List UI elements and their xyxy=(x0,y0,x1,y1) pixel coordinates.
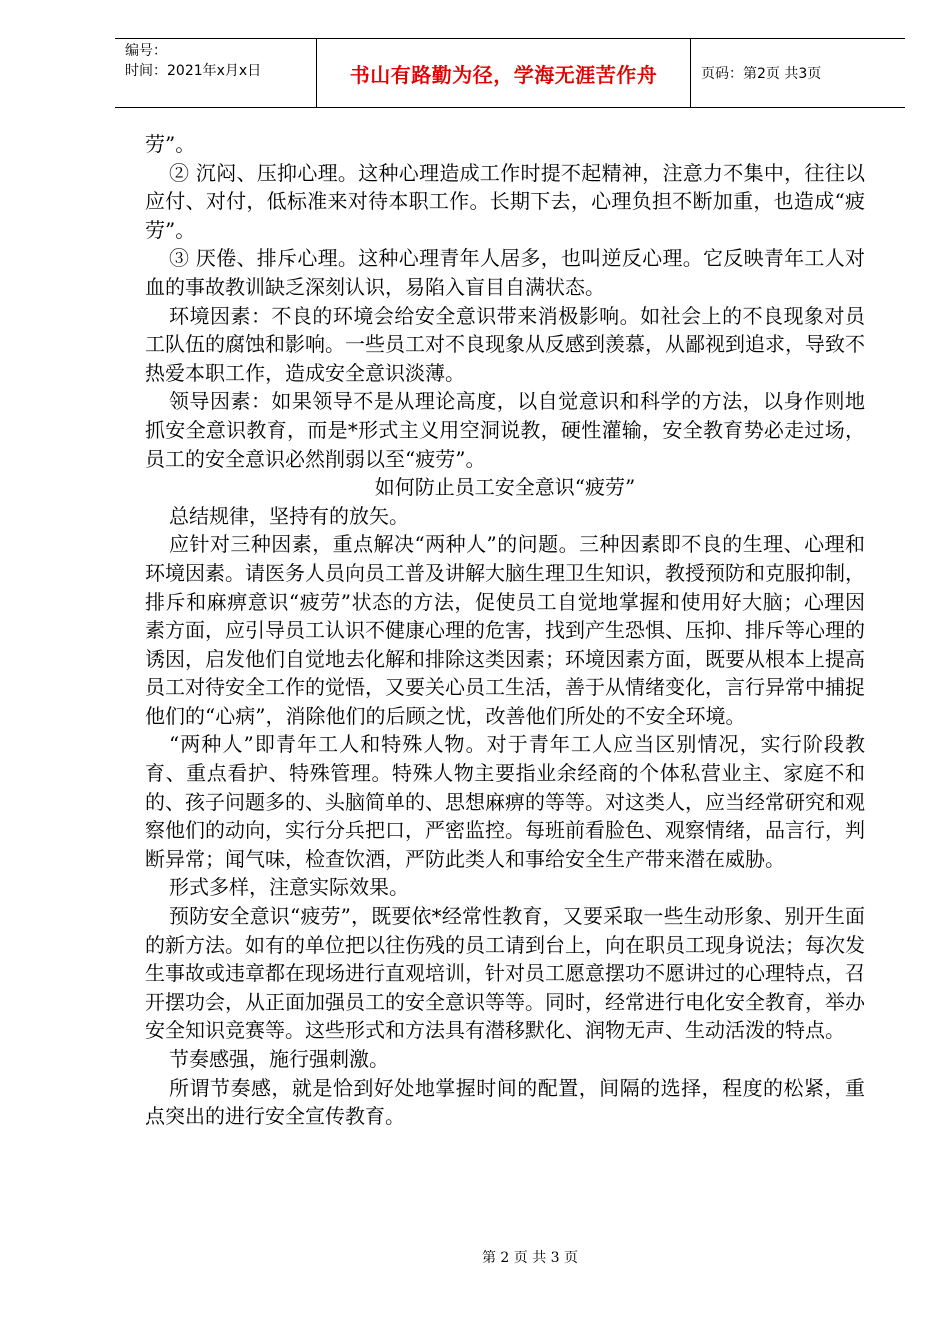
document-number-label: 编号： xyxy=(125,43,167,59)
paragraph: ② 沉闷、压抑心理。这种心理造成工作时提不起精神，注意力不集中，往往以应付、对付，低标准来对待本职工作。长期下去，心理负担不断加重，也造成“疲劳”。 xyxy=(145,160,865,242)
page-footer: 第 2 页 共 3 页 xyxy=(481,1250,579,1266)
paragraph: 领导因素：如果领导不是从理论高度，以自觉意识和科学的方法，以身作则地抓安全意识教育，而是*形式主义用空洞说教，硬性灌输，安全教育势必走过场，员工的安全意识必然削弱以至“疲劳”。 xyxy=(145,389,865,471)
header-motto: 书山有路勤为径，学海无涯苦作舟 xyxy=(317,39,691,107)
document-time-label: 时间：2021年x月x日 xyxy=(125,63,262,79)
paragraph: 所谓节奏感，就是恰到好处地掌握时间的配置，间隔的选择，程度的松紧，重点突出的进行安全宣传教育。 xyxy=(145,1075,865,1129)
paragraph: “两种人”即青年工人和特殊人物。对于青年工人应当区别情况，实行阶段教育、重点看护、特殊管理。特殊人物主要指业余经商的个体私营业主、家庭不和的、孩子问题多的、头脑简单的、思想麻痹的等等。对这类人，应当经常研究和观察他们的动向，实行分兵把口，严密监控。每班前看脸色、观察情绪，品言行，判断异常；闻气味，检查饮酒，严防此类人和事给安全生产带来潜在威胁。 xyxy=(145,732,865,871)
subheading: 节奏感强，施行强刺激。 xyxy=(169,1047,389,1071)
document-body xyxy=(145,130,865,1131)
section-heading: 如何防止员工安全意识“疲劳” xyxy=(374,475,636,500)
subheading: 形式多样，注意实际效果。 xyxy=(169,875,409,900)
paragraph: ③ 厌倦、排斥心理。这种心理青年人居多，也叫逆反心理。它反映青年工人对血的事故教训缺乏深刻认识，易陷入盲目自满状态。 xyxy=(145,246,865,299)
header-meta xyxy=(115,39,317,107)
paragraph: 应针对三种因素，重点解决“两种人”的问题。三种因素即不良的生理、心理和环境因素。请医务人员向员工普及讲解大脑生理卫生知识，教授预防和克服抑制，排斥和麻痹意识“疲劳”状态的方法，促使员工自觉地掌握和使用好大脑；心理因素方面，应引导员工认识不健康心理的危害，找到产生恐惧、压抑、排斥等心理的诱因，启发他们自觉地去化解和排除这类因素；环境因素方面，既要从根本上提高员工对待安全工作的觉悟，又要关心员工生活，善于从情绪变化，言行异常中捕捉他们的“心病”，消除他们的后顾之忧，改善他们所处的不安全环境。 xyxy=(145,532,865,728)
paragraph: 劳”。 xyxy=(145,132,196,156)
paragraph: 环境因素：不良的环境会给安全意识带来消极影响。如社会上的不良现象对员工队伍的腐蚀和影响。一些员工对不良现象从反感到羡慕，从鄙视到追求，导致不热爱本职工作，造成安全意识淡薄。 xyxy=(145,303,865,385)
paragraph: 预防安全意识“疲劳”，既要依*经常性教育，又要采取一些生动形象、别开生面的新方法。如有的单位把以往伤残的员工请到台上，向在职员工现身说法；每次发生事故或违章都在现场进行直观培训，针对员工愿意摆功不愿讲过的心理特点，召开摆功会，从正面加强员工的安全意识等等。同时，经常进行电化安全教育，举办安全知识竞赛等。这些形式和方法具有潜移默化、润物无声、生动活泼的特点。 xyxy=(145,904,865,1043)
page-header xyxy=(115,38,905,108)
header-page-number: 页码：第2页 共3页 xyxy=(701,66,822,82)
subheading: 总结规律，坚持有的放矢。 xyxy=(169,503,409,528)
